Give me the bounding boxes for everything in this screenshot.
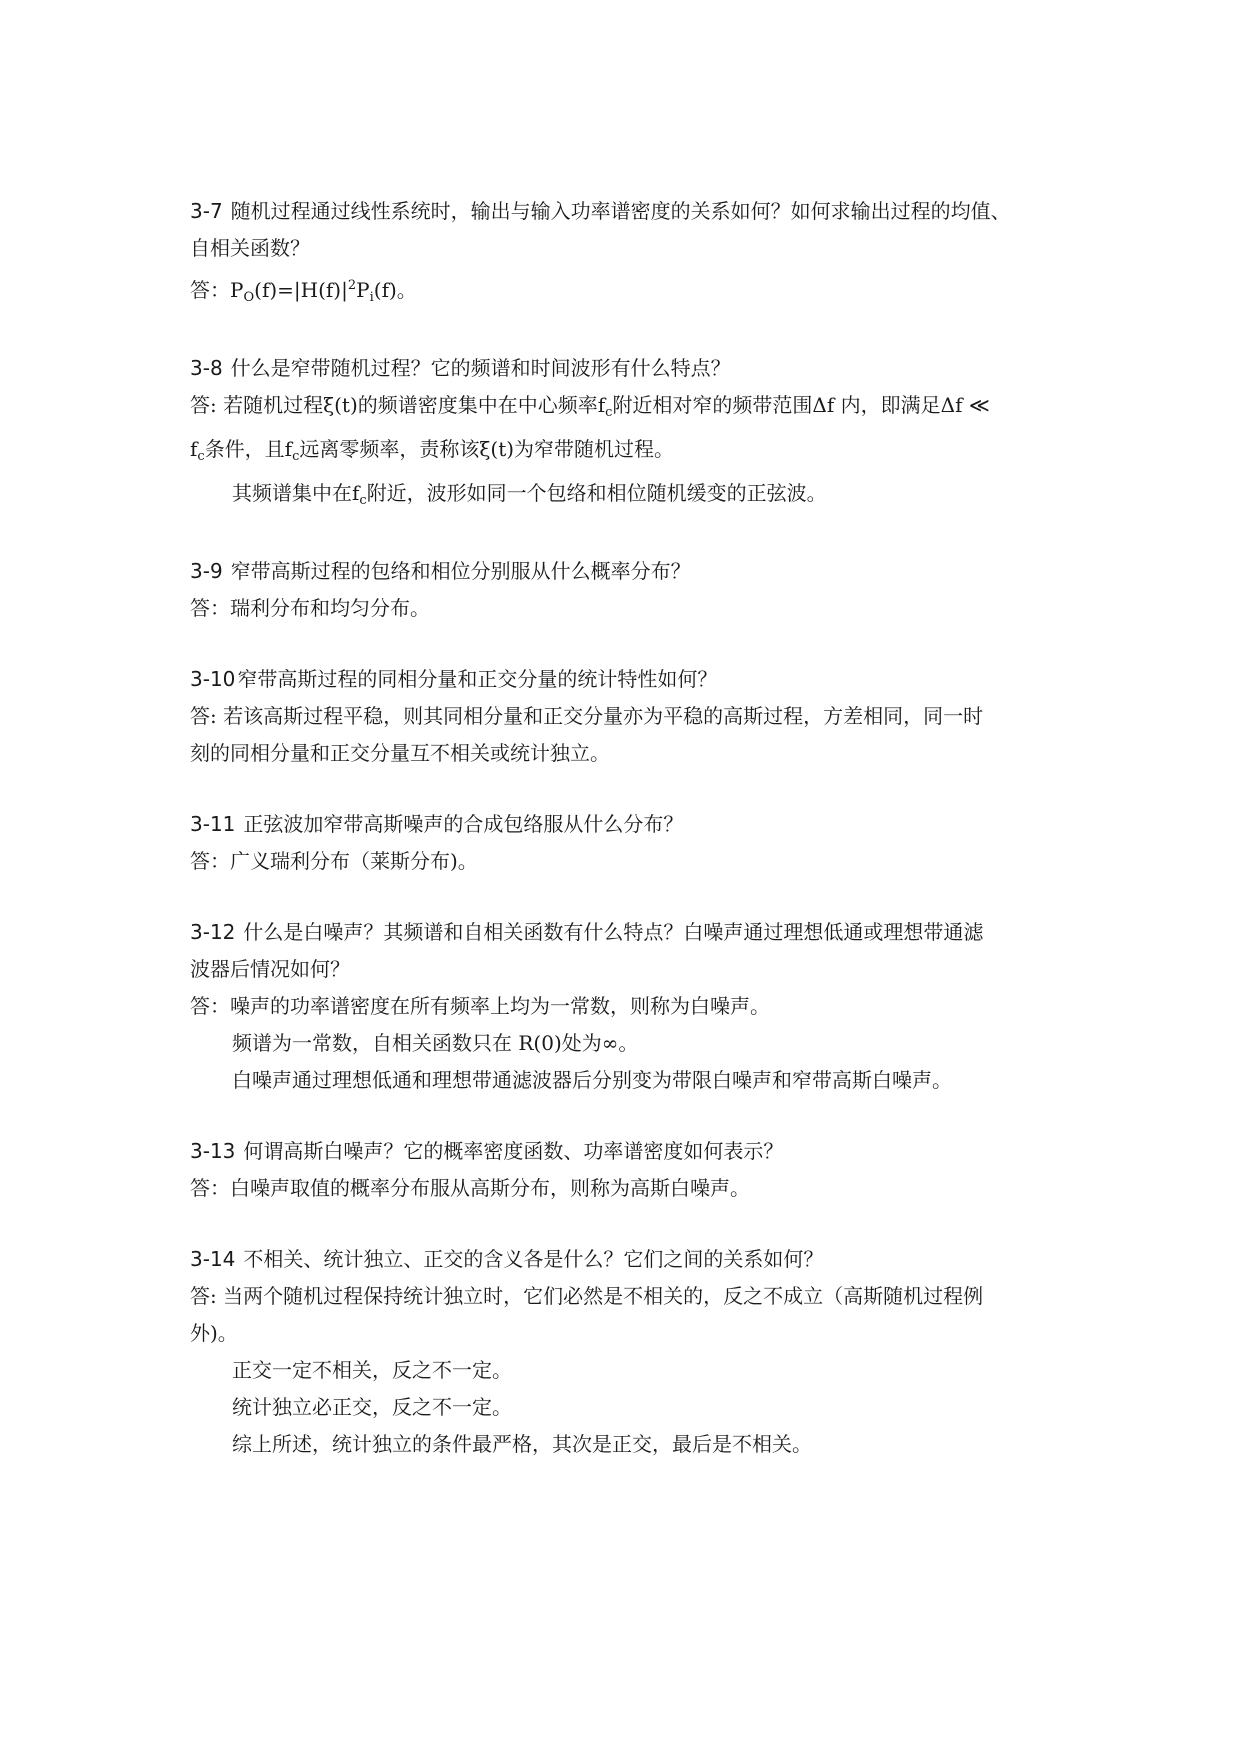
answer-line [190,267,1070,316]
answer-line: 刻的同相分量和正交分量互不相关或统计独立。 [190,741,610,765]
answer-line: 外)。 [190,1321,238,1345]
question-number: 3-11 [190,812,236,836]
question-line [190,1241,1070,1278]
answer-text: 答: 若随机过程ξ(t)的频谱密度集中在中心频率f [190,393,606,417]
answer-line: 答：广义瑞利分布（莱斯分布)。 [190,849,478,873]
question-text: 什么是窄带随机过程？它的频谱和时间波形有什么特点？ [230,356,731,380]
answer-text: 其频谱集中在f [232,481,360,505]
question-text: 什么是白噪声？其频谱和自相关函数有什么特点？白噪声通过理想低通或理想带通滤 [243,920,984,944]
answer-line: 答: 若该高斯过程平稳，则其同相分量和正交分量亦为平稳的高斯过程，方差相同，同一时 [190,704,984,728]
question-number: 3-12 [190,920,236,944]
answer-text: 远离零频率，责称该ξ(t)为窄带随机过程。 [299,437,675,461]
question-line [190,661,1070,698]
question-line [190,193,1070,230]
qa-3-7 [190,193,1070,316]
subscript: c [197,449,205,464]
question-line [190,350,1070,387]
qa-content [190,193,1070,1497]
qa-3-13 [190,1133,1070,1207]
formula-part: P [356,278,370,302]
answer-label: 答： [190,278,230,302]
question-line-cont: 自相关函数？ [190,236,310,260]
answer-text: 附近相对窄的频带范围Δf 内，即满足Δf ≪ [612,393,990,417]
question-line-cont: 波器后情况如何？ [190,957,350,981]
formula-part: (f)=|H(f)| [254,278,348,302]
answer-text: f [190,437,198,461]
answer-text: 条件，且f [204,437,293,461]
answer-line [190,431,1070,475]
qa-3-10 [190,661,1070,772]
answer-text: 附近，波形如同一个包络和相位随机缓变的正弦波。 [366,481,827,505]
answer-line: 白噪声通过理想低通和理想带通滤波器后分别变为带限白噪声和窄带高斯白噪声。 [232,1068,952,1092]
subscript: c [605,405,613,420]
question-number: 3-14 [190,1247,236,1271]
question-line [190,1133,1070,1170]
answer-line: 答: 当两个随机过程保持统计独立时，它们必然是不相关的，反之不成立（高斯随机过程例 [190,1284,984,1308]
subscript: c [292,449,300,464]
formula-subscript: i [369,290,374,305]
formula-superscript: 2 [347,278,357,293]
question-text: 何谓高斯白噪声？它的概率密度函数、功率谱密度如何表示？ [243,1139,784,1163]
question-number: 3-13 [190,1139,236,1163]
question-line [190,914,1070,951]
qa-3-14 [190,1241,1070,1463]
question-line [190,806,1070,843]
qa-3-9 [190,553,1070,627]
qa-3-8 [190,350,1070,519]
answer-line: 综上所述，统计独立的条件最严格，其次是正交，最后是不相关。 [232,1432,812,1456]
qa-3-12 [190,914,1070,1099]
answer-line: 答：瑞利分布和均匀分布。 [190,596,430,620]
answer-line: 频谱为一常数，自相关函数只在 R(0)处为∞。 [232,1031,639,1055]
question-text: 不相关、统计独立、正交的含义各是什么？它们之间的关系如何？ [243,1247,824,1271]
question-text: 窄带高斯过程的包络和相位分别服从什么概率分布？ [230,559,691,583]
qa-3-11 [190,806,1070,880]
question-line [190,553,1070,590]
answer-line: 正交一定不相关，反之不一定。 [232,1358,512,1382]
answer-line [190,387,1070,431]
formula-part: P [230,278,244,302]
question-number: 3-7 [190,199,223,223]
question-number: 3-9 [190,559,223,583]
question-text: 正弦波加窄带高斯噪声的合成包络服从什么分布？ [243,812,684,836]
question-number: 3-8 [190,356,223,380]
formula-part: (f)。 [373,278,417,302]
question-text: 窄带高斯过程的同相分量和正交分量的统计特性如何？ [237,667,718,691]
answer-line: 统计独立必正交，反之不一定。 [232,1395,512,1419]
question-number: 3-10 [190,667,236,691]
answer-line [190,475,1070,519]
question-text: 随机过程通过线性系统时，输出与输入功率谱密度的关系如何？如何求输出过程的均值、 [230,199,1011,223]
subscript: c [359,493,367,508]
answer-line: 答：白噪声取值的概率分布服从高斯分布，则称为高斯白噪声。 [190,1176,750,1200]
formula-subscript: O [243,290,255,305]
answer-line: 答：噪声的功率谱密度在所有频率上均为一常数，则称为白噪声。 [190,994,770,1018]
